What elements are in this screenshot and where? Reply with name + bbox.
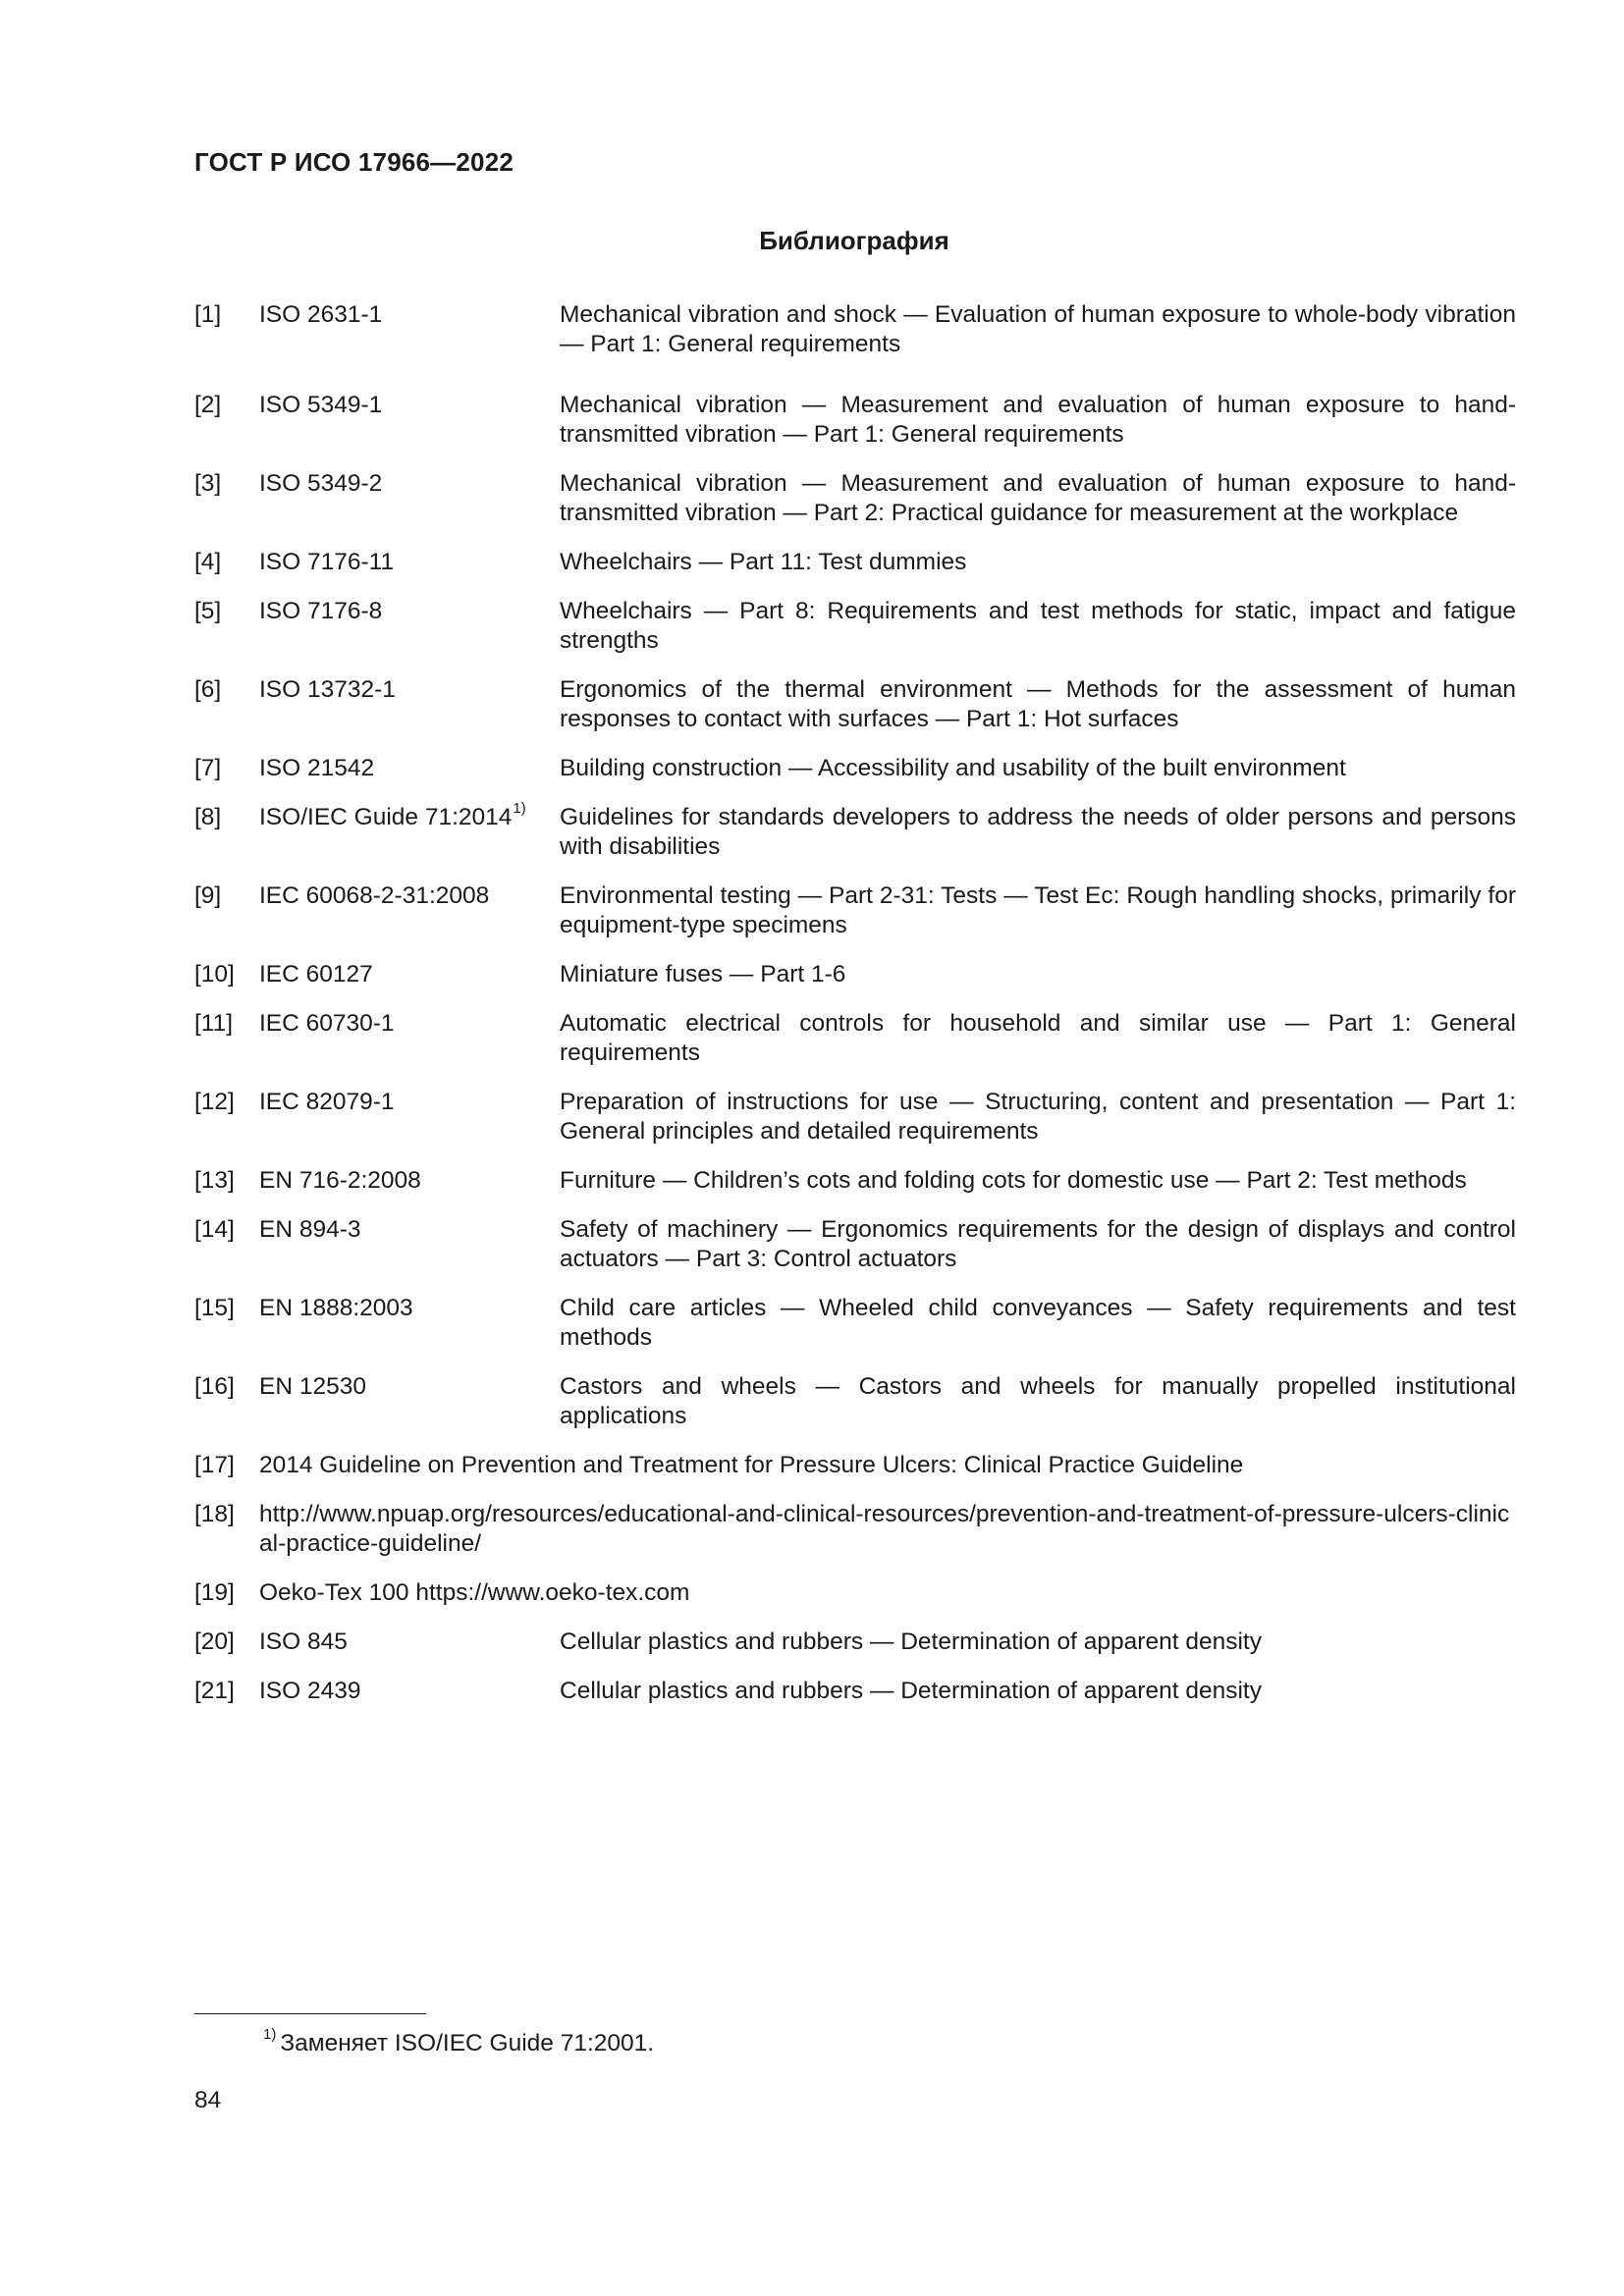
entry-title: Preparation of instructions for use — Structuring, content and presentation — Part 1: General principles and detailed requirements: [560, 1089, 1516, 1145]
entry-number: [16]: [194, 1373, 235, 1400]
entry-number: [11]: [194, 1010, 234, 1037]
entry-code-text: EN 1888:2003: [259, 1295, 413, 1321]
bibliography-entry: [194, 1166, 1516, 1196]
entry-title: Environmental testing — Part 2-31: Tests — Test Ec: Rough handling shocks, primarily for equipment-type specimens: [560, 882, 1516, 938]
entry-number: [20]: [194, 1629, 235, 1655]
entry-standard-code: [259, 1009, 560, 1039]
bibliography-entry: [194, 300, 1516, 359]
footnote-reference-mark: 1): [513, 799, 526, 817]
bibliography-entry: [194, 1372, 1516, 1431]
bibliography-list: [194, 300, 1516, 1726]
entry-standard-code: [259, 1166, 560, 1196]
entry-code-text: ISO 13732-1: [259, 676, 396, 703]
entry-number: [10]: [194, 961, 235, 988]
entry-standard-code: [259, 881, 560, 911]
footnote-text: Заменяет ISO/IEC Guide 71:2001.: [280, 2030, 655, 2056]
bibliography-entry: [194, 881, 1516, 940]
bibliography-entry: [194, 1088, 1516, 1147]
entry-number: [7]: [194, 755, 222, 781]
bibliography-entry: [194, 548, 1516, 577]
entry-standard-code: [259, 960, 560, 989]
entry-code-text: ISO 21542: [259, 755, 375, 781]
entry-code-text: IEC 60730-1: [259, 1010, 395, 1037]
bibliography-entry: [194, 754, 1516, 783]
entry-title: Wheelchairs — Part 8: Requirements and test methods for static, impact and fatigue strengths: [560, 598, 1516, 654]
entry-standard-code: [259, 1677, 560, 1706]
page-number: 84: [194, 2087, 222, 2113]
entry-url: http://www.npuap.org/resources/educational-and-clinical-resources/prevention-and-treatment-of-pressure-ulcers-clinical-practice-guideline/: [259, 1501, 1510, 1557]
entry-code-text: EN 12530: [259, 1373, 366, 1400]
bibliography-entry: [194, 1628, 1516, 1657]
entry-number: [13]: [194, 1167, 235, 1194]
entry-title: Child care articles — Wheeled child conveyances — Safety requirements and test methods: [560, 1295, 1516, 1351]
entry-number: [6]: [194, 676, 222, 703]
bibliography-entry: [194, 1578, 1516, 1608]
entry-number: [1]: [194, 301, 222, 328]
footnote-mark: 1): [263, 2025, 277, 2043]
entry-code-text: EN 716-2:2008: [259, 1167, 421, 1194]
entry-number: [8]: [194, 804, 222, 830]
entry-title: Cellular plastics and rubbers — Determination of apparent density: [560, 1629, 1262, 1655]
entry-number: [14]: [194, 1216, 235, 1243]
entry-standard-code: [259, 754, 560, 783]
bibliography-entry: [194, 1451, 1516, 1480]
footnote: [263, 2025, 655, 2058]
entry-number: [9]: [194, 882, 222, 909]
entry-standard-code: [259, 1372, 560, 1402]
entry-code-text: ISO 2631-1: [259, 301, 383, 328]
bibliography-entry: [194, 597, 1516, 656]
entry-code-text: IEC 82079-1: [259, 1089, 395, 1115]
bibliography-entry: [194, 391, 1516, 450]
entry-standard-code: [259, 1088, 560, 1117]
entry-title: Mechanical vibration — Measurement and evaluation of human exposure to hand-transmitted vibration — Part 2: Practical guidance for measurement at the workplace: [560, 470, 1516, 526]
entry-standard-code: [259, 675, 560, 705]
bibliography-entry: [194, 1009, 1516, 1068]
entry-standard-code: [259, 1215, 560, 1245]
entry-standard-code: [259, 1628, 560, 1657]
entry-standard-code: [259, 799, 560, 832]
bibliography-entry: [194, 675, 1516, 734]
bibliography-entry: [194, 1677, 1516, 1706]
entry-code-text: ISO 5349-2: [259, 470, 383, 497]
entry-title: Mechanical vibration and shock — Evaluation of human exposure to whole-body vibration — Part 1: General requirements: [560, 301, 1516, 357]
entry-code-text: ISO 2439: [259, 1678, 361, 1704]
bibliography-entry: [194, 1294, 1516, 1353]
entry-code-text: ISO/IEC Guide 71:2014: [259, 804, 513, 830]
entry-title: Building construction — Accessibility and usability of the built environment: [560, 755, 1346, 781]
entry-title: Safety of machinery — Ergonomics requirements for the design of displays and control actuators — Part 3: Control actuators: [560, 1216, 1516, 1272]
entry-text: Oeko-Tex 100 https://www.oeko-tex.com: [259, 1579, 690, 1606]
entry-code-text: EN 894-3: [259, 1216, 361, 1243]
entry-number: [18]: [194, 1501, 235, 1527]
entry-code-text: IEC 60068-2-31:2008: [259, 882, 490, 909]
document-code-header: ГОСТ Р ИСО 17966—2022: [194, 147, 514, 177]
entry-standard-code: [259, 391, 560, 420]
entry-standard-code: [259, 1294, 560, 1323]
entry-number: [17]: [194, 1452, 235, 1478]
entry-code-text: ISO 845: [259, 1629, 348, 1655]
entry-standard-code: [259, 300, 560, 330]
entry-number: [21]: [194, 1678, 235, 1704]
entry-code-text: ISO 5349-1: [259, 392, 383, 418]
entry-code-text: ISO 7176-8: [259, 598, 383, 624]
bibliography-entry: [194, 1215, 1516, 1274]
entry-number: [2]: [194, 392, 222, 418]
entry-code-text: ISO 7176-11: [259, 549, 395, 575]
entry-title: Miniature fuses — Part 1-6: [560, 961, 846, 988]
entry-title: Automatic electrical controls for household and similar use — Part 1: General requirements: [560, 1010, 1516, 1066]
entry-text: 2014 Guideline on Prevention and Treatment for Pressure Ulcers: Clinical Practice Guideline: [259, 1452, 1244, 1478]
entry-standard-code: [259, 597, 560, 626]
bibliography-entry: [194, 1500, 1516, 1559]
bibliography-entry: [194, 469, 1516, 528]
entry-title: Furniture — Children’s cots and folding cots for domestic use — Part 2: Test methods: [560, 1167, 1467, 1194]
entry-title: Mechanical vibration — Measurement and evaluation of human exposure to hand-transmitted vibration — Part 1: General requirements: [560, 392, 1516, 448]
entry-number: [5]: [194, 598, 222, 624]
entry-standard-code: [259, 469, 560, 499]
entry-number: [4]: [194, 549, 222, 575]
section-title: Библиография: [759, 226, 949, 255]
entry-number: [3]: [194, 470, 222, 497]
bibliography-entry: [194, 799, 1516, 862]
entry-title: Wheelchairs — Part 11: Test dummies: [560, 549, 967, 575]
entry-title: Cellular plastics and rubbers — Determination of apparent density: [560, 1678, 1262, 1704]
entry-number: [15]: [194, 1295, 235, 1321]
bibliography-entry: [194, 960, 1516, 989]
entry-standard-code: [259, 548, 560, 577]
entry-number: [12]: [194, 1089, 235, 1115]
entry-code-text: IEC 60127: [259, 961, 373, 988]
footnote-separator: [194, 2013, 426, 2014]
entry-title: Castors and wheels — Castors and wheels for manually propelled institutional applications: [560, 1373, 1516, 1429]
entry-title: Guidelines for standards developers to address the needs of older persons and persons with disabilities: [560, 804, 1516, 860]
entry-number: [19]: [194, 1579, 235, 1606]
entry-title: Ergonomics of the thermal environment — Methods for the assessment of human responses to contact with surfaces — Part 1: Hot surfaces: [560, 676, 1516, 732]
